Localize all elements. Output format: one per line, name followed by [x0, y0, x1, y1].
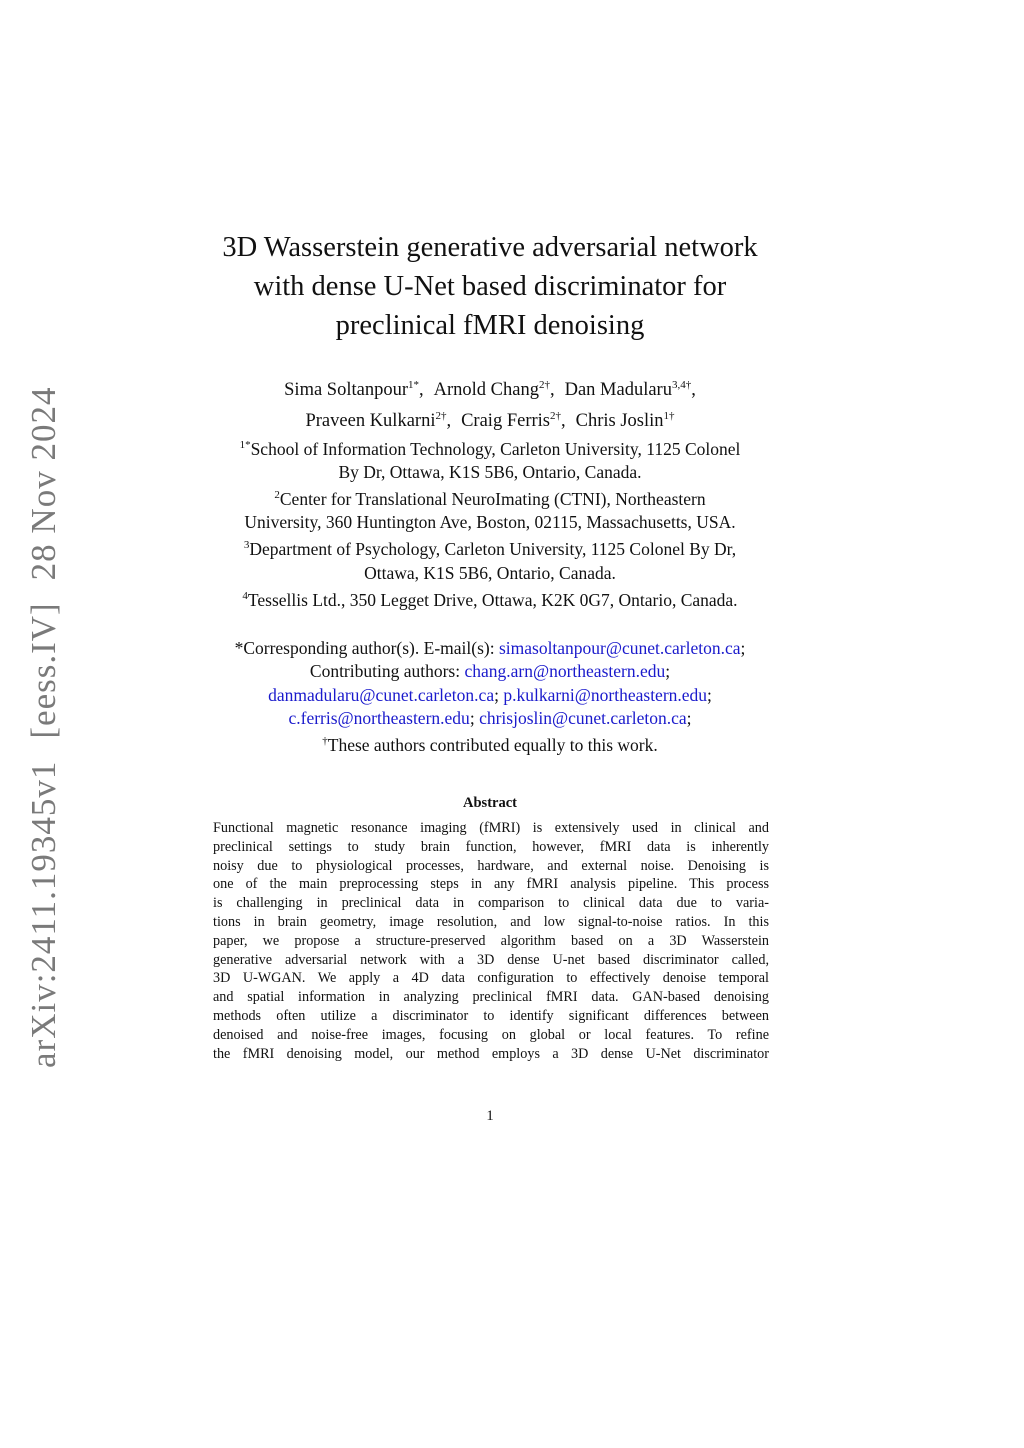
title-line: with dense U-Net based discriminator for — [253, 271, 727, 302]
abstract-line: paper, we propose a structure-preserved algorithm based on a 3D Wasserstein — [213, 932, 769, 949]
abstract-line: tions in brain geometry, image resolution, and low signal-to-noise ratios. In this — [213, 913, 769, 930]
corresponding-email-link[interactable]: simasoltanpour@cunet.carleton.ca — [498, 638, 741, 658]
contributing-line — [150, 684, 830, 707]
page-number: 1 — [486, 1108, 494, 1124]
title-line: preclinical fMRI denoising — [335, 310, 645, 341]
abstract-line: Functional magnetic resonance imaging (fMRI) is extensively used in clinical and — [213, 820, 769, 836]
contributing-label: Contributing authors: — [309, 661, 461, 682]
affiliation-sup: 3 — [243, 539, 250, 552]
abstract-line: and spatial information in analyzing preclinical fMRI data. GAN-based denoising — [213, 989, 769, 1006]
author-name: Sima Soltanpour — [284, 380, 408, 401]
separator: ; — [740, 638, 746, 658]
affiliation-sup: 4 — [242, 589, 248, 602]
affiliation-sup: 2 — [274, 489, 280, 502]
abstract-line: the fMRI denoising model, our method employs a 3D dense U-Net discriminator — [213, 1045, 769, 1062]
author-sup: 3,4† — [671, 379, 692, 391]
email-link[interactable]: chang.arn@northeastern.edu — [464, 661, 666, 682]
abstract-body — [213, 819, 769, 1063]
affiliation-line — [170, 534, 810, 561]
affiliation-sup: 1* — [239, 439, 251, 451]
author-name: Chris Joslin — [575, 411, 664, 432]
affiliation-line — [170, 585, 810, 612]
separator: ; — [665, 661, 671, 682]
affiliation-line: University, 360 Huntington Ave, Boston, 02115, Massachusetts, USA. — [244, 512, 736, 533]
abstract-line: generative adversarial network with a 3D dense U-net based discriminator called, — [213, 951, 769, 968]
affiliation-text: Center for Translational NeuroImating (CTNI), Northeastern — [279, 489, 706, 510]
abstract-line: preclinical settings to study brain function, however, fMRI data is inherently — [213, 838, 769, 855]
affiliation-text: School of Information Technology, Carleton University, 1125 Colonel — [250, 438, 741, 459]
arxiv-category[interactable]: [eess.IV] — [24, 602, 63, 739]
arxiv-date: 28 Nov 2024 — [24, 386, 63, 581]
email-link[interactable]: p.kulkarni@northeastern.edu — [503, 684, 708, 705]
email-link[interactable]: danmadularu@cunet.carleton.ca — [268, 684, 495, 705]
separator: ; — [707, 684, 712, 705]
equal-note-text: These authors contributed equally to this work. — [327, 735, 658, 756]
abstract-line: one of the main preprocessing steps in any fMRI analysis pipeline. This process — [213, 876, 769, 893]
abstract-line: noisy due to physiological processes, hardware, and external noise. Denoising is — [213, 857, 769, 874]
abstract-heading: Abstract — [463, 795, 517, 811]
arxiv-id[interactable]: arXiv:2411.19345v1 — [24, 760, 63, 1068]
affiliation-list — [170, 434, 810, 612]
affiliation-text: Tessellis Ltd., 350 Legget Drive, Ottawa, K2K 0G7, Ontario, Canada. — [247, 589, 738, 610]
affiliation-text: Department of Psychology, Carleton University, 1125 Colonel By Dr, — [249, 539, 737, 560]
author-line: Sima Soltanpour$^{1*}$, Arnold Chang$^{2\dagger}$, Dan Madularu$^{3,4\dagger}$, — [284, 379, 696, 401]
author-line: Praveen Kulkarni$^{2\dagger}$, Craig Ferris$^{2\dagger}$, Chris Joslin$^{1\dagger}$ — [305, 410, 675, 432]
equal-contribution-note — [150, 730, 830, 757]
contributing-line — [150, 707, 830, 730]
title-line: 3D Wasserstein generative adversarial network — [222, 232, 758, 263]
author-name: Craig Ferris — [461, 411, 550, 432]
paper-title — [140, 228, 840, 345]
abstract-line: denoised and noise-free images, focusing on global or local features. To refine — [213, 1026, 769, 1043]
contributing-line — [150, 660, 830, 683]
author-sup: 2† — [435, 410, 447, 423]
author-name: Arnold Chang — [433, 380, 539, 401]
author-sup: 1† — [663, 410, 675, 423]
arxiv-stamp — [24, 387, 64, 1068]
abstract-line: methods often utilize a discriminator to identify significant differences between — [213, 1007, 769, 1024]
abstract-line: 3D U-WGAN. We apply a 4D data configuration to effectively denoise temporal — [213, 970, 769, 987]
email-link[interactable]: chrisjoslin@cunet.carleton.ca — [479, 707, 687, 728]
affiliation-line — [170, 434, 810, 461]
corresponding-label: *Corresponding author(s). E-mail(s): — [234, 638, 495, 658]
author-sup: 2† — [538, 379, 550, 391]
dagger-mark: † — [322, 735, 328, 748]
affiliation-line: Ottawa, K1S 5B6, Ontario, Canada. — [364, 562, 616, 583]
affiliation-line — [170, 484, 810, 511]
author-sup: 2† — [549, 410, 561, 423]
abstract-line: is challenging in preclinical data in comparison to clinical data due to varia- — [213, 895, 769, 912]
affiliation-line: By Dr, Ottawa, K1S 5B6, Ontario, Canada. — [338, 462, 642, 483]
separator: ; — [494, 684, 499, 705]
author-name: Praveen Kulkarni — [305, 411, 436, 432]
email-link[interactable]: c.ferris@northeastern.edu — [288, 707, 470, 728]
corresponding-line — [150, 637, 830, 660]
correspondence-block — [150, 637, 830, 757]
author-list — [160, 372, 820, 434]
author-sup: 1* — [408, 379, 419, 391]
separator: ; — [469, 707, 475, 728]
separator: ; — [686, 707, 692, 728]
author-name: Dan Madularu — [564, 380, 672, 401]
